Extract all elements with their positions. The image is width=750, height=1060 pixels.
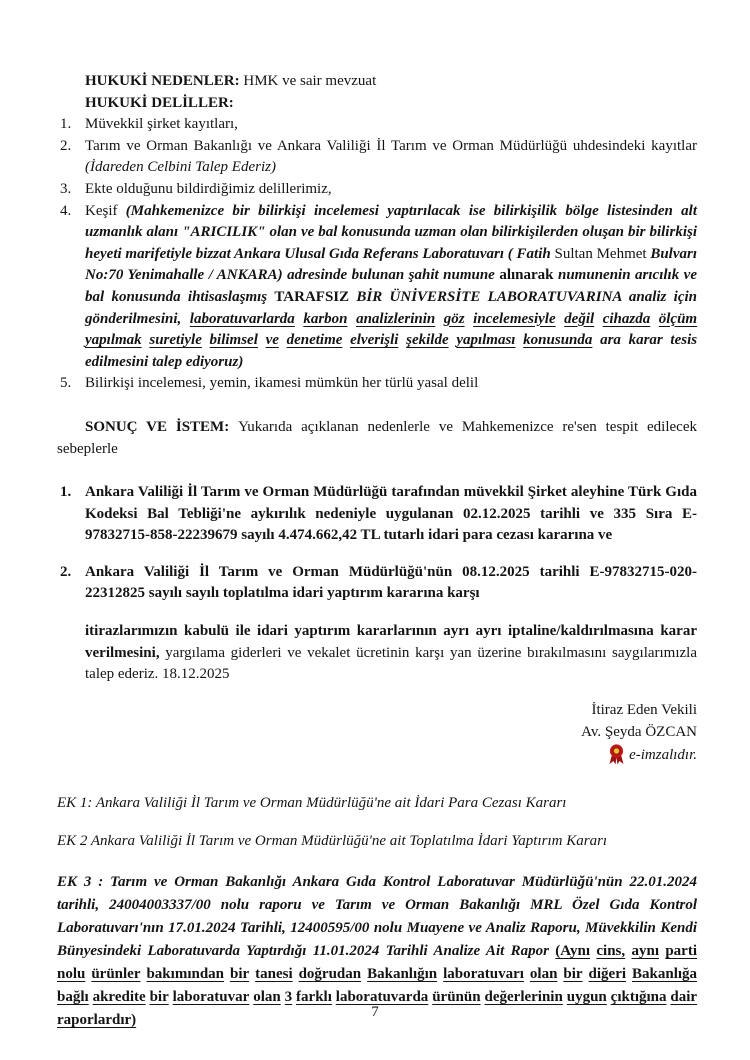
- evidence-item-3: [57, 179, 697, 201]
- request-item-2: [57, 562, 697, 605]
- evidence-item-text: Bilirkişi incelemesi, yemin, ikamesi mümkün her türlü yasal delil: [85, 375, 479, 392]
- page-number: 7: [371, 1004, 379, 1020]
- evidence-item-4: [57, 201, 697, 374]
- evidence-item-5: [57, 373, 697, 395]
- attachment-ek1: EK 1: Ankara Valiliği İl Tarım ve Orman Müdürlüğü'ne ait İdari Para Cezası Kararı: [57, 794, 567, 811]
- list-marker: 5.: [60, 375, 72, 392]
- signature-block: [57, 699, 697, 767]
- signature-name: Av. Şeyda ÖZCAN: [581, 723, 697, 740]
- evidence-item-2: [57, 136, 697, 179]
- list-marker: 2.: [60, 563, 72, 580]
- e-signature-line: [57, 743, 697, 767]
- evidence-item-text: Ekte olduğunu bildirdiğimiz delillerimiz,: [85, 180, 332, 197]
- list-marker: 4.: [60, 202, 72, 219]
- list-marker: 1.: [60, 116, 72, 133]
- request-item-text: Ankara Valiliği İl Tarım ve Orman Müdürlüğü tarafından müvekkil Şirket aleyhine Türk Gıda Kodeksi Bal Tebliği'ne aykırılık nedeniyle uygulanan 02.12.2025 tarihli ve 335 Sıra E-97832715-858-22239679 sayılı 4.474.662,42 TL tutarlı idari para cezası kararına ve: [85, 484, 697, 544]
- list-marker: 3.: [60, 180, 72, 197]
- request-item-1: [57, 482, 697, 547]
- request-list: [57, 482, 697, 605]
- legal-evidence-heading: HUKUKİ DELİLLER:: [85, 94, 234, 111]
- evidence-list: [57, 114, 697, 395]
- request-item-text: Ankara Valiliği İl Tarım ve Orman Müdürlüğü'nün 08.12.2025 tarihli E-97832715-020-22312825 sayılı sayılı toplatılma idari yaptırım kararına karşı: [85, 563, 697, 602]
- document-content: [57, 71, 697, 1032]
- e-signature-seal-icon: [608, 744, 625, 765]
- signature-role: İtiraz Eden Vekili: [591, 701, 697, 718]
- evidence-item-text: Müvekkil şirket kayıtları,: [85, 116, 238, 133]
- attachment-ek3: EK 3 : Tarım ve Orman Bakanlığı Ankara Gıda Kontrol Laboratuvar Müdürlüğü'nün 22.01.2024 tarihli, 24004003337/00 nolu raporu ve Tarım ve Orman Bakanlığı MRL Özel Gıda Kontrol Laboratuvarı'nın 17.01.2024 Tarihli, 12400595/00 nolu Muayene ve Analiz Raporu, Müvekkilin Kendi Bünyesindeki Laboratuvarda Yaptırdığı 11.01.2024 Tarihli Analize Ait Rapor (Aynı cins, aynı parti nolu ürünler bakımından bir tanesi doğrudan Bakanlığın laboratuvarı olan bir diğeri Bakanlığa bağlı akredite bir laboratuvar olan 3 farklı laboratuvarda ürünün değerlerinin uygun çıktığına dair raporlardır): [57, 873, 698, 1028]
- evidence-item-text: Tarım ve Orman Bakanlığı ve Ankara Valiliği İl Tarım ve Orman Müdürlüğü uhdesindeki kayıtlar (İdareden Celbini Talep Ederiz): [85, 137, 697, 176]
- closing-paragraph: itirazlarımızın kabulü ile idari yaptırım kararlarının ayrı ayrı iptaline/kaldırılmasına karar verilmesini, yargılama giderleri ve vekalet ücretinin karşı yan üzerine bırakılmasını saygılarımızla talep ederiz. 18.12.2025: [85, 623, 697, 683]
- e-signature-label: e-imzalıdır.: [629, 746, 697, 763]
- list-marker: 2.: [60, 137, 72, 154]
- legal-grounds-line: HUKUKİ NEDENLER: HMK ve sair mevzuat: [85, 73, 377, 89]
- attachment-ek2: EK 2 Ankara Valiliği İl Tarım ve Orman Müdürlüğü'ne ait Toplatılma İdari Yaptırım Kararı: [57, 832, 608, 849]
- conclusion-paragraph: SONUÇ VE İSTEM: Yukarıda açıklanan nedenlerle ve Mahkemenizce re'sen tespit edilecek sebeplerle: [57, 418, 697, 457]
- evidence-item-1: [57, 114, 697, 136]
- evidence-item-text: Keşif (Mahkemenizce bir bilirkişi incelemesi yaptırılacak ise bilirkişilik bölge listesinden alt uzmanlık alanı "ARICILIK" olan ve bal konusunda uzman olan bilirkişilerden oluşan bir bilirkişi heyeti marifetiyle bizzat Ankara Ulusal Gıda Referans Laboratuvarı ( Fatih Sultan Mehmet Bulvarı No:70 Yenimahalle / ANKARA) adresinde bulunan şahit numune alınarak numunenin arıcılık ve bal konusunda ihtisaslaşmış TARAFSIZ BİR ÜNİVERSİTE LABORATUVARINA analiz için gönderilmesini, laboratuvarlarda karbon analizlerinin göz incelemesiyle değil cihazda ölçüm yapılmak suretiyle bilimsel ve denetime elverişli şekilde yapılması konusunda ara karar tesis edilmesini talep ediyoruz): [85, 202, 698, 370]
- list-marker: 1.: [60, 484, 72, 501]
